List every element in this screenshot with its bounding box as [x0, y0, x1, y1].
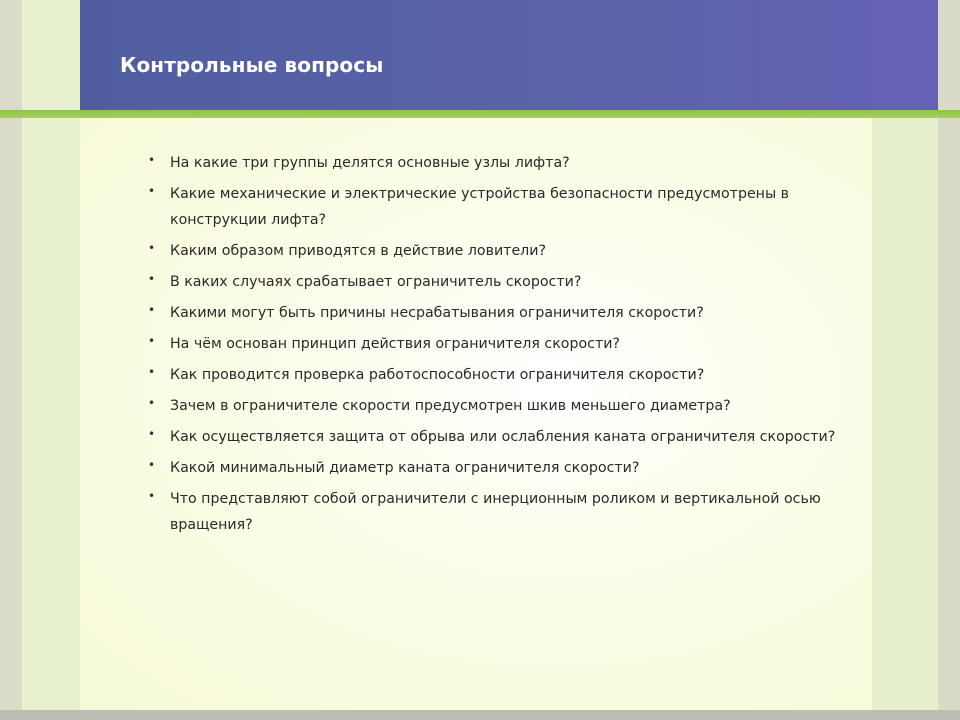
question-text: На какие три группы делятся основные узлы лифта? — [170, 155, 570, 171]
question-item — [148, 393, 848, 419]
question-text: Какие механические и электрические устройства безопасности предусмотрены в конструкции лифта? — [170, 186, 790, 228]
question-text: Зачем в ограничителе скорости предусмотрен шкив меньшего диаметра? — [170, 398, 731, 414]
question-item — [148, 455, 848, 481]
question-text: Какими могут быть причины несрабатывания ограничителя скорости? — [170, 305, 704, 321]
title-band-extension — [872, 0, 938, 110]
question-text: В каких случаях срабатывает ограничитель скорости? — [170, 274, 582, 290]
question-item — [148, 486, 848, 538]
question-text: Как осуществляется защита от обрыва или ослабления каната ограничителя скорости? — [170, 429, 836, 445]
question-item — [148, 150, 848, 176]
bullet-icon: • — [148, 365, 156, 379]
question-item — [148, 269, 848, 295]
question-text: Какой минимальный диаметр каната ограничителя скорости? — [170, 460, 640, 476]
question-text: Что представляют собой ограничители с инерционным роликом и вертикальной осью вращения? — [170, 491, 821, 533]
bullet-icon: • — [148, 272, 156, 286]
bullet-icon: • — [148, 153, 156, 167]
bullet-icon: • — [148, 458, 156, 472]
left-inner-stripe — [22, 0, 80, 720]
question-item — [148, 362, 848, 388]
bullet-icon: • — [148, 396, 156, 410]
question-item — [148, 331, 848, 357]
question-text: Как проводится проверка работоспособности ограничителя скорости? — [170, 367, 705, 383]
question-text: На чём основан принцип действия ограничителя скорости? — [170, 336, 620, 352]
bullet-icon: • — [148, 427, 156, 441]
bottom-strip — [0, 710, 960, 720]
question-item — [148, 300, 848, 326]
bullet-icon: • — [148, 334, 156, 348]
question-item — [148, 238, 848, 264]
question-item — [148, 181, 848, 233]
page-title: Контрольные вопросы — [120, 53, 384, 77]
bullet-icon: • — [148, 241, 156, 255]
question-text: Каким образом приводятся в действие ловители? — [170, 243, 546, 259]
bullet-icon: • — [148, 489, 156, 503]
left-outer-stripe — [0, 0, 22, 720]
question-item — [148, 424, 848, 450]
green-divider — [0, 110, 960, 118]
bullet-icon: • — [148, 184, 156, 198]
right-outer-stripe — [938, 0, 960, 720]
questions-list — [148, 150, 848, 543]
bullet-icon: • — [148, 303, 156, 317]
